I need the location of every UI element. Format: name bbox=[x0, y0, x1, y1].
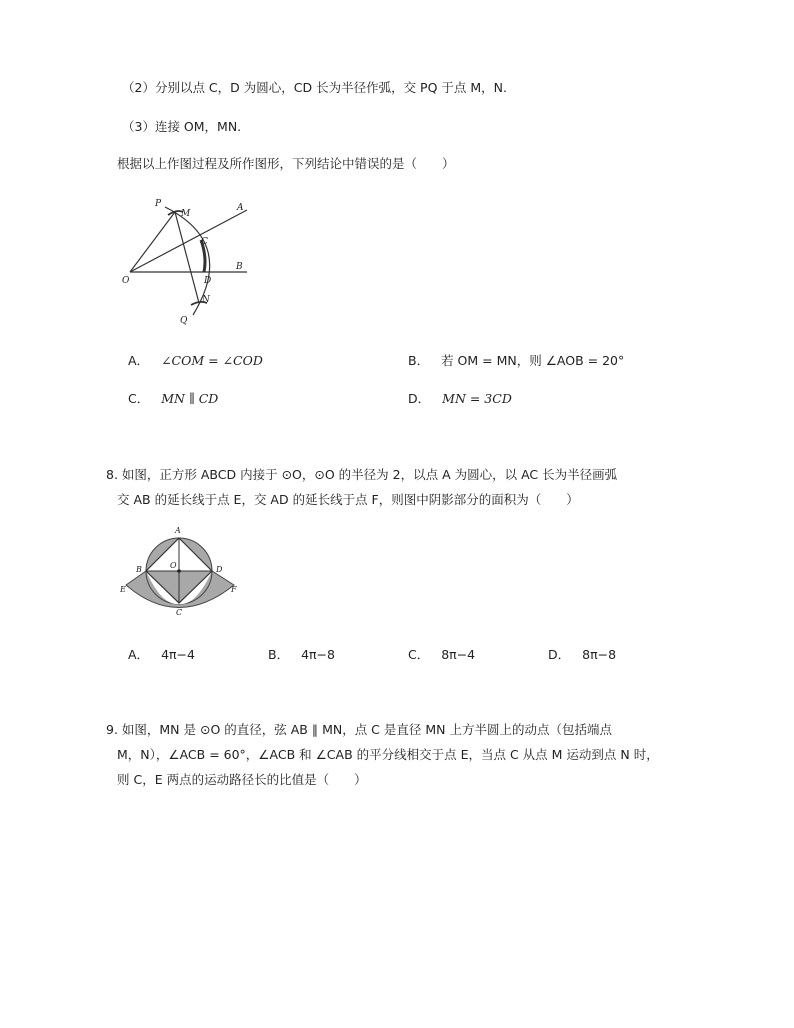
label-n: N bbox=[202, 295, 210, 305]
label-b: B bbox=[136, 565, 142, 574]
q7-step3: （3）连接 OM，MN. bbox=[122, 119, 242, 134]
label-c: C bbox=[201, 237, 208, 247]
label-p: P bbox=[155, 199, 162, 209]
label-m: M bbox=[181, 209, 191, 219]
q8-line2: 交 AB 的延长线于点 E，交 AD 的延长线于点 F，则图中阴影部分的面积为（ ） bbox=[117, 492, 579, 507]
q7-option-d[interactable]: D． MN = 3CD bbox=[408, 391, 512, 406]
q7-figure bbox=[115, 193, 260, 328]
q9-line2: M，N），∠ACB = 60°，∠ACB 和 ∠CAB 的平分线相交于点 E，当点 C 从点 M 运动到点 N 时， bbox=[117, 747, 659, 762]
q8-line1: 8. 如图，正方形 ABCD 内接于 ⊙O，⊙O 的半径为 2，以点 A 为圆心，以 AC 长为半径画弧 bbox=[106, 467, 618, 482]
label-d: D bbox=[216, 565, 223, 574]
label-e: E bbox=[120, 585, 126, 594]
label-a: A bbox=[175, 526, 181, 535]
label-a: A bbox=[237, 203, 244, 213]
label-o: O bbox=[170, 561, 177, 570]
q7-option-a[interactable]: A． ∠COM = ∠COD bbox=[128, 353, 263, 368]
q9-line1: 9. 如图，MN 是 ⊙O 的直径，弦 AB ∥ MN，点 C 是直径 MN 上方半圆上的动点（包括端点 bbox=[106, 722, 612, 737]
q8-option-d[interactable]: D． 8π−8 bbox=[548, 647, 617, 662]
q8-option-a[interactable]: A． 4π−4 bbox=[128, 647, 195, 662]
q8-option-b[interactable]: B． 4π−8 bbox=[268, 647, 335, 662]
label-d: D bbox=[204, 276, 212, 286]
q7-option-c[interactable]: C． MN ∥ CD bbox=[128, 391, 219, 406]
q8-figure bbox=[118, 520, 242, 620]
label-o: O bbox=[122, 276, 130, 286]
label-c: C bbox=[176, 608, 183, 617]
q8-option-c[interactable]: C． 8π−4 bbox=[408, 647, 476, 662]
q7-prompt: 根据以上作图过程及所作图形，下列结论中错误的是（ ） bbox=[117, 156, 455, 171]
segment-mn bbox=[175, 212, 199, 303]
segment-om bbox=[130, 212, 175, 272]
label-q: Q bbox=[180, 316, 188, 326]
q7-option-b[interactable]: B． 若 OM = MN，则 ∠AOB = 20° bbox=[408, 353, 625, 368]
q7-step2: （2）分别以点 C，D 为圆心，CD 长为半径作弧，交 PQ 于点 M，N. bbox=[122, 80, 507, 95]
q9-line3: 则 C，E 两点的运动路径长的比值是（ ） bbox=[117, 772, 367, 787]
label-f: F bbox=[231, 585, 237, 594]
label-b: B bbox=[236, 262, 243, 272]
